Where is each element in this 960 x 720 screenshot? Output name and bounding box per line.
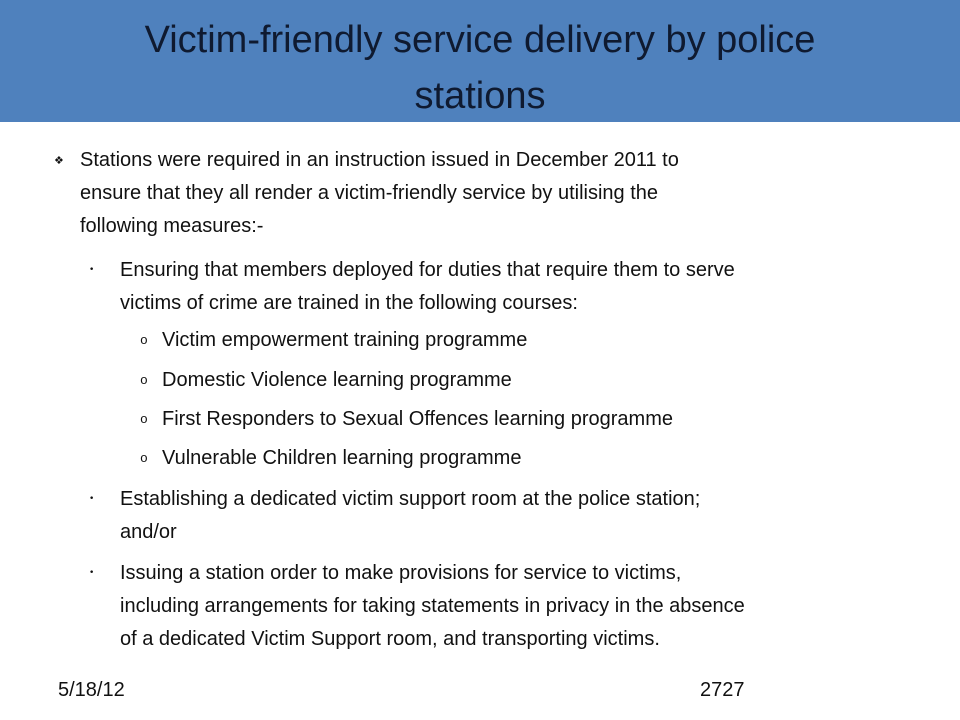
- course-item: Domestic Violence learning programme: [162, 369, 512, 391]
- circle-bullet-icon: o: [140, 451, 148, 466]
- course-item: First Responders to Sexual Offences learning programme: [162, 408, 673, 430]
- course-item: Vulnerable Children learning programme: [162, 447, 522, 469]
- intro-bullet: [80, 144, 679, 243]
- measure-line: and/or: [120, 521, 177, 543]
- dot-bullet-icon: •: [89, 494, 95, 504]
- measure-line: Ensuring that members deployed for duties that require them to serve: [120, 259, 735, 281]
- intro-line: following measures:-: [80, 215, 264, 237]
- dot-bullet-icon: •: [89, 568, 95, 578]
- footer-page-number: 2727: [700, 679, 745, 701]
- measure-station-order-bullet: [120, 557, 745, 656]
- circle-bullet-icon: o: [140, 373, 148, 388]
- slide-title-line-1: Victim-friendly service delivery by police: [144, 19, 816, 61]
- footer-date: 5/18/12: [58, 679, 125, 701]
- dot-bullet-icon: •: [89, 265, 95, 275]
- measure-line: Establishing a dedicated victim support room at the police station;: [120, 488, 701, 510]
- slide-title: [0, 12, 960, 124]
- measure-line: of a dedicated Victim Support room, and transporting victims.: [120, 628, 660, 650]
- measure-line: Issuing a station order to make provisions for service to victims,: [120, 562, 682, 584]
- circle-bullet-icon: o: [140, 333, 148, 348]
- circle-bullet-icon: o: [140, 412, 148, 427]
- measure-training-bullet: [120, 254, 735, 320]
- intro-line: ensure that they all render a victim-friendly service by utilising the: [80, 182, 659, 204]
- course-item: Victim empowerment training programme: [162, 329, 528, 351]
- diamond-bullet-icon: ❖: [54, 154, 64, 167]
- measure-support-room-bullet: [120, 483, 700, 549]
- measure-line: victims of crime are trained in the following courses:: [120, 292, 578, 314]
- measure-line: including arrangements for taking statements in privacy in the absence: [120, 595, 745, 617]
- slide-title-line-2: stations: [414, 75, 546, 117]
- intro-line: Stations were required in an instruction issued in December 2011 to: [80, 149, 679, 171]
